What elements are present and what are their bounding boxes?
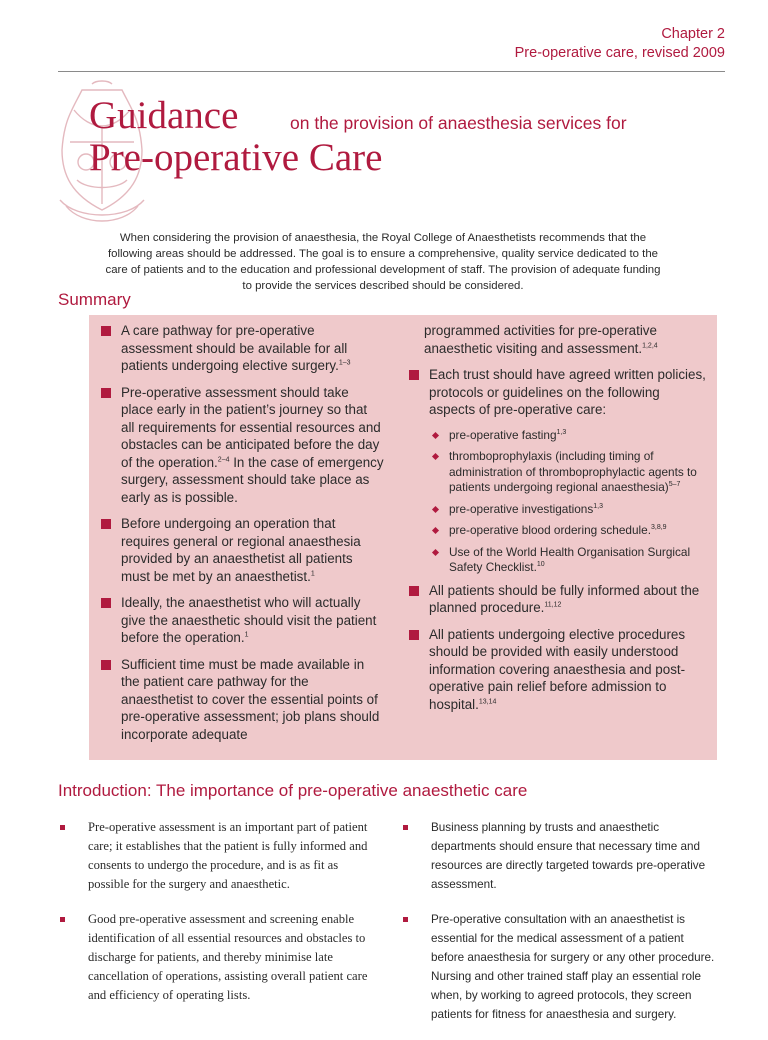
reference: 11,12 [544, 601, 562, 609]
bullet-square-icon [101, 326, 111, 336]
bullet-square-icon [60, 917, 65, 922]
summary-subitem: Use of the World Health Organisation Surgical Safety Checklist.$^{10}$ [407, 545, 707, 576]
reference: 1 [310, 570, 315, 578]
bullet-diamond-icon [432, 527, 439, 534]
bullet-square-icon [101, 388, 111, 398]
bullet-square-icon [101, 598, 111, 608]
summary-item: Pre-operative assessment should take place early in the patient’s journey so that all requirements for essential resources and obstacles can be anticipated before the day of the operation.$^{2-4}$ In the case of emergency surgery, assessment should take place as early as is possible. [99, 384, 384, 507]
introduction-heading: Introduction: The importance of pre-operative anaesthetic care [58, 781, 528, 800]
bullet-square-icon [60, 825, 65, 830]
introduction-column-right [401, 818, 719, 1040]
summary-subitem: pre-operative blood ordering schedule.$^{3,8,9}$ [407, 523, 707, 539]
bullet-square-icon [409, 370, 419, 380]
summary-item: All patients undergoing elective procedures should be provided with easily understood information covering anaesthesia and post-operative pain relief before admission to hospital.$^{13,14}$ [407, 626, 707, 714]
introduction-item: Business planning by trusts and anaesthetic departments should ensure that necessary time and resources are directly targeted towards pre-operative assessment. [401, 818, 719, 894]
reference: 1–3 [338, 359, 351, 367]
bullet-square-icon [409, 630, 419, 640]
reference: 2–4 [217, 456, 230, 464]
bullet-square-icon [403, 917, 408, 922]
summary-item: All patients should be fully informed about the planned procedure.$^{11,12}$ [407, 582, 707, 617]
intro-paragraph: When considering the provision of anaesthesia, the Royal College of Anaesthetists recommends that the following areas should be addressed. The goal is to ensure a comprehensive, quality service dedicated to the care of patients and to the education and professional development of staff. The provision of adequate funding to provide the services described should be considered. [105, 232, 661, 292]
header-divider [58, 71, 725, 72]
introduction-item: Good pre-operative assessment and screening enable identification of all essential resources and obstacles to discharge for patients, and thereby minimise late cancellation of operations, assisting overall patient care and efficiency of operating lists. [58, 910, 380, 1005]
chapter-subtitle: Pre-operative care, revised 2009 [514, 45, 725, 61]
summary-column-right [407, 322, 707, 722]
summary-item: Before undergoing an operation that requires general or regional anaesthesia provided by an anaesthetist all patients must be met by an anaesthetist.$^1$ [99, 515, 384, 585]
bullet-diamond-icon [432, 431, 439, 438]
summary-item: Sufficient time must be made available in the patient care pathway for the anaesthetist to cover the essential points of pre-operative assessment; job plans should incorporate adequate [99, 656, 384, 744]
summary-heading: Summary [58, 290, 131, 309]
chapter-header [515, 25, 725, 63]
reference: 10 [536, 561, 545, 569]
summary-subitem-list [407, 428, 707, 576]
reference: 1,2,4 [642, 342, 658, 350]
summary-subitem: pre-operative investigations$^{1,3}$ [407, 502, 707, 518]
reference: 3,8,9 [651, 524, 667, 532]
bullet-square-icon [101, 519, 111, 529]
bullet-square-icon [101, 660, 111, 670]
introduction-item: Pre-operative assessment is an important part of patient care; it establishes that the patient is fully informed and consents to undergo the procedure, and is as fit as possible for the surgery and anaesthetic. [58, 818, 380, 894]
summary-column-left [99, 322, 384, 752]
title-subheading: on the provision of anaesthesia services for [290, 113, 627, 133]
reference: 1 [244, 631, 249, 639]
summary-subitem: pre-operative fasting$^{1,3}$ [407, 428, 707, 444]
introduction-column-left [58, 818, 380, 1021]
bullet-diamond-icon [432, 453, 439, 460]
summary-item: Ideally, the anaesthetist who will actually give the anaesthetic should visit the patient before the operation.$^1$ [99, 594, 384, 647]
document-title: Pre-operative Care [89, 136, 383, 179]
title-guidance: Guidance [89, 94, 239, 137]
summary-item: Each trust should have agreed written policies, protocols or guidelines on the following aspects of pre-operative care: [407, 366, 707, 419]
summary-item: A care pathway for pre-operative assessment should be available for all patients undergoing elective surgery.$^{1-3}$ [99, 322, 384, 375]
summary-subitem: thromboprophylaxis (including timing of administration of thromboprophylactic agents to patients undergoing regional anaesthesia)$^{5-7}$ [407, 449, 707, 496]
reference: 5–7 [668, 481, 681, 489]
reference: 1,3 [593, 502, 603, 510]
bullet-diamond-icon [432, 505, 439, 512]
reference: 13,14 [478, 698, 497, 706]
reference: 1,3 [556, 428, 567, 436]
bullet-diamond-icon [432, 548, 439, 555]
summary-item-continuation: programmed activities for pre-operative anaesthetic visiting and assessment.$^{1,2,4}$ [424, 323, 658, 356]
chapter-number: Chapter 2 [661, 26, 725, 42]
bullet-square-icon [403, 825, 408, 830]
introduction-item: Pre-operative consultation with an anaesthetist is essential for the medical assessment of a patient before anaesthesia for surgery or any other procedure. Nursing and other trained staff play an essential role when, by working to agreed protocols, they screen patients for fitness for anaesthesia and surgery. [401, 910, 719, 1024]
bullet-square-icon [409, 586, 419, 596]
